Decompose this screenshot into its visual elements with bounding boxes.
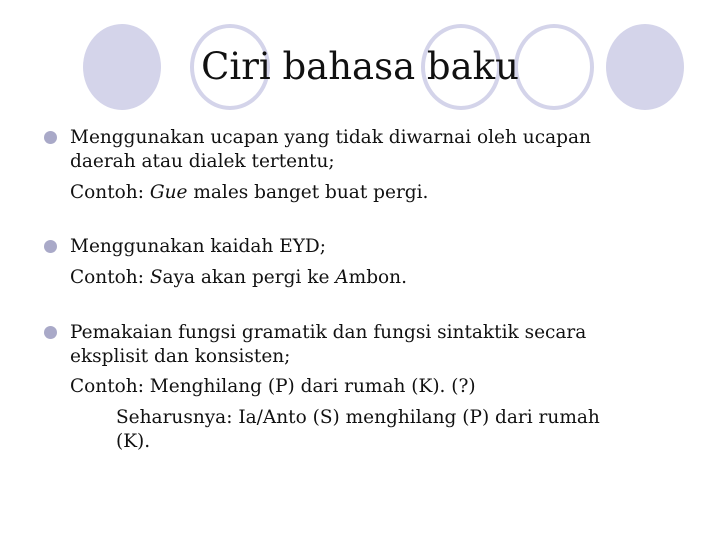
bullet-text: eksplisit dan konsisten; — [70, 346, 291, 367]
bullet-text: Menggunakan ucapan yang tidak diwarnai oleh ucapan — [70, 127, 591, 148]
example-text — [70, 266, 407, 290]
example-text: Contoh: Menghilang (P) dari rumah (K). (?) — [70, 376, 476, 397]
example-italic: S — [149, 267, 163, 288]
example-suffix: mbon. — [348, 267, 407, 288]
example-text — [70, 181, 428, 205]
sub-example-text: Seharusnya: Ia/Anto (S) menghilang (P) dari rumah — [116, 407, 600, 428]
bullet-icon — [44, 326, 57, 339]
example-italic: Gue — [149, 182, 188, 203]
sub-example-text: (K). — [116, 431, 151, 452]
bullet-text: daerah atau dialek tertentu; — [70, 151, 335, 172]
bullet-icon — [44, 131, 57, 144]
example-prefix: Contoh: — [70, 182, 150, 203]
bullet-icon — [44, 240, 57, 253]
bullet-text: Menggunakan kaidah EYD; — [70, 236, 326, 257]
bullet-text: Pemakaian fungsi gramatik dan fungsi sintaktik secara — [70, 322, 587, 343]
example-prefix: Contoh: — [70, 267, 150, 288]
example-italic: A — [335, 267, 349, 288]
example-suffix: males banget buat pergi. — [187, 182, 429, 203]
slide-title: Ciri bahasa baku — [201, 45, 519, 88]
example-middle: aya akan pergi ke — [162, 267, 336, 288]
